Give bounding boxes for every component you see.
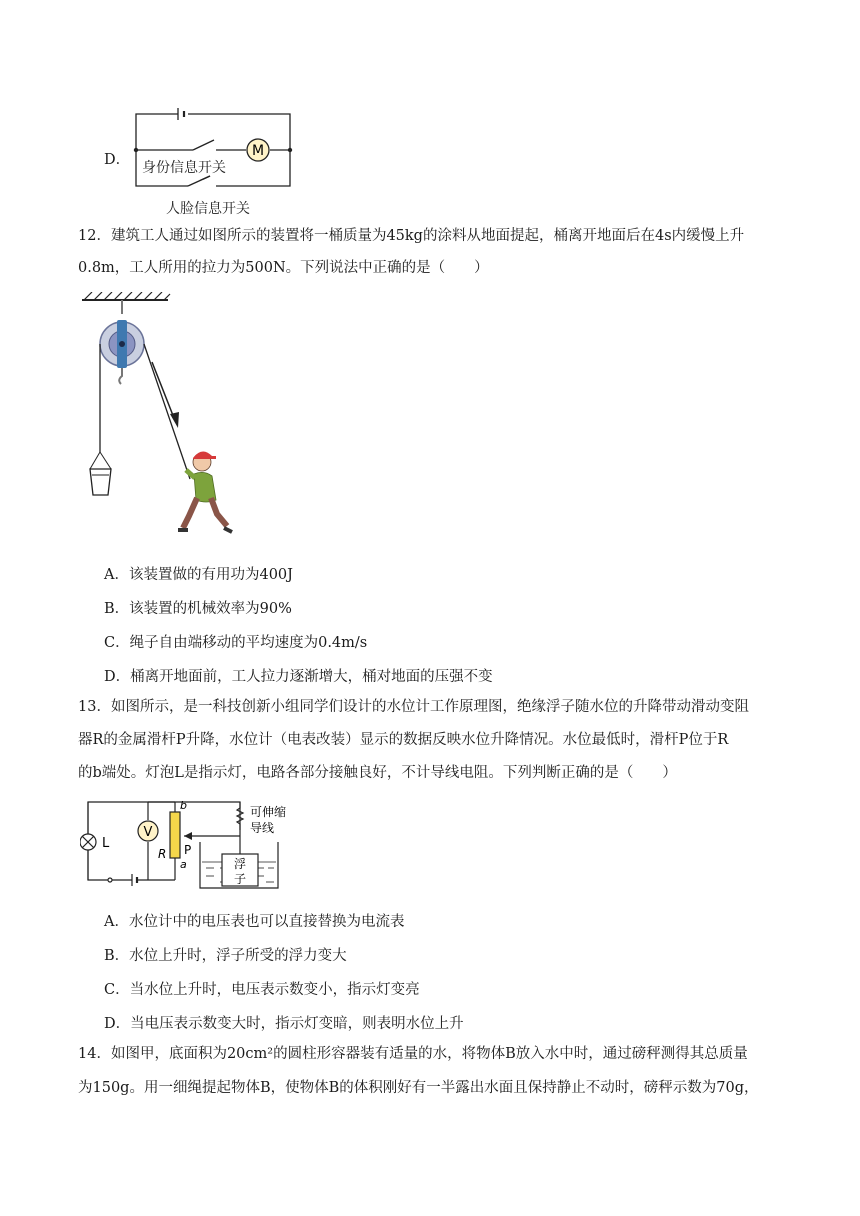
q13-water-level-circuit bbox=[80, 796, 290, 896]
wire-label-1: 可伸缩 bbox=[250, 805, 287, 819]
float-label-2: 子 bbox=[233, 872, 247, 886]
q13-option-c: C．当水位上升时，电压表示数变小，指示灯变亮 bbox=[104, 982, 420, 998]
bucket-icon bbox=[90, 469, 111, 495]
switch2-label: 人脸信息开关 bbox=[166, 201, 250, 217]
q11-option-d-label: D． bbox=[104, 152, 131, 168]
q14-stem-line1: 14．如图甲，底面积为20cm²的圆柱形容器装有适量的水，将物体B放入水中时，通过磅秤测得其总质量 bbox=[78, 1046, 748, 1062]
q12-stem-line2: 0.8m，工人所用的拉力为500N。下列说法中正确的是（ ） bbox=[78, 260, 489, 276]
q13-stem-line3: 的b端处。灯泡L是指示灯，电路各部分接触良好，不计导线电阻。下列判断正确的是（ ） bbox=[78, 765, 677, 781]
q12-option-d: D．桶离开地面前，工人拉力逐渐增大，桶对地面的压强不变 bbox=[104, 669, 493, 685]
q12-option-b: B．该装置的机械效率为90% bbox=[104, 601, 292, 617]
end-b-label: b bbox=[180, 799, 187, 812]
q11-option-d-circuit bbox=[128, 100, 308, 220]
wire-label-2: 导线 bbox=[250, 821, 275, 835]
switch1-label: 身份信息开关 bbox=[142, 160, 226, 176]
resistor-label: R bbox=[158, 847, 167, 861]
q13-option-b: B．水位上升时，浮子所受的浮力变大 bbox=[104, 948, 347, 964]
q14-stem-line2: 为150g。用一细绳提起物体B，使物体B的体积刚好有一半露出水面且保持静止不动时，磅秤示数为70g， bbox=[78, 1080, 759, 1096]
resistor-icon bbox=[170, 812, 180, 858]
q12-stem-line1: 12．建筑工人通过如图所示的装置将一桶质量为45kg的涂料从地面提起，桶离开地面后在4s内缓慢上升 bbox=[78, 228, 745, 244]
float-label-1: 浮 bbox=[233, 857, 247, 871]
q12-pulley-figure bbox=[80, 292, 250, 547]
q12-option-c: C．绳子自由端移动的平均速度为0.4m/s bbox=[104, 635, 368, 651]
worker-icon bbox=[178, 451, 232, 532]
q13-option-a: A．水位计中的电压表也可以直接替换为电流表 bbox=[104, 914, 405, 930]
motor-label: M bbox=[251, 143, 265, 159]
q12-option-a: A．该装置做的有用功为400J bbox=[104, 567, 293, 583]
q13-stem-line1: 13．如图所示，是一科技创新小组同学们设计的水位计工作原理图，绝缘浮子随水位的升降带动滑动变阻 bbox=[78, 699, 749, 715]
q13-stem-line2: 器R的金属滑杆P升降，水位计（电表改装）显示的数据反映水位升降情况。水位最低时，滑杆P位于R bbox=[78, 732, 729, 748]
end-a-label: a bbox=[180, 858, 187, 871]
q13-option-d: D．当电压表示数变大时，指示灯变暗，则表明水位上升 bbox=[104, 1016, 464, 1032]
lamp-label: L bbox=[102, 836, 110, 851]
voltmeter-label: V bbox=[143, 825, 153, 840]
slider-label: P bbox=[184, 843, 192, 857]
